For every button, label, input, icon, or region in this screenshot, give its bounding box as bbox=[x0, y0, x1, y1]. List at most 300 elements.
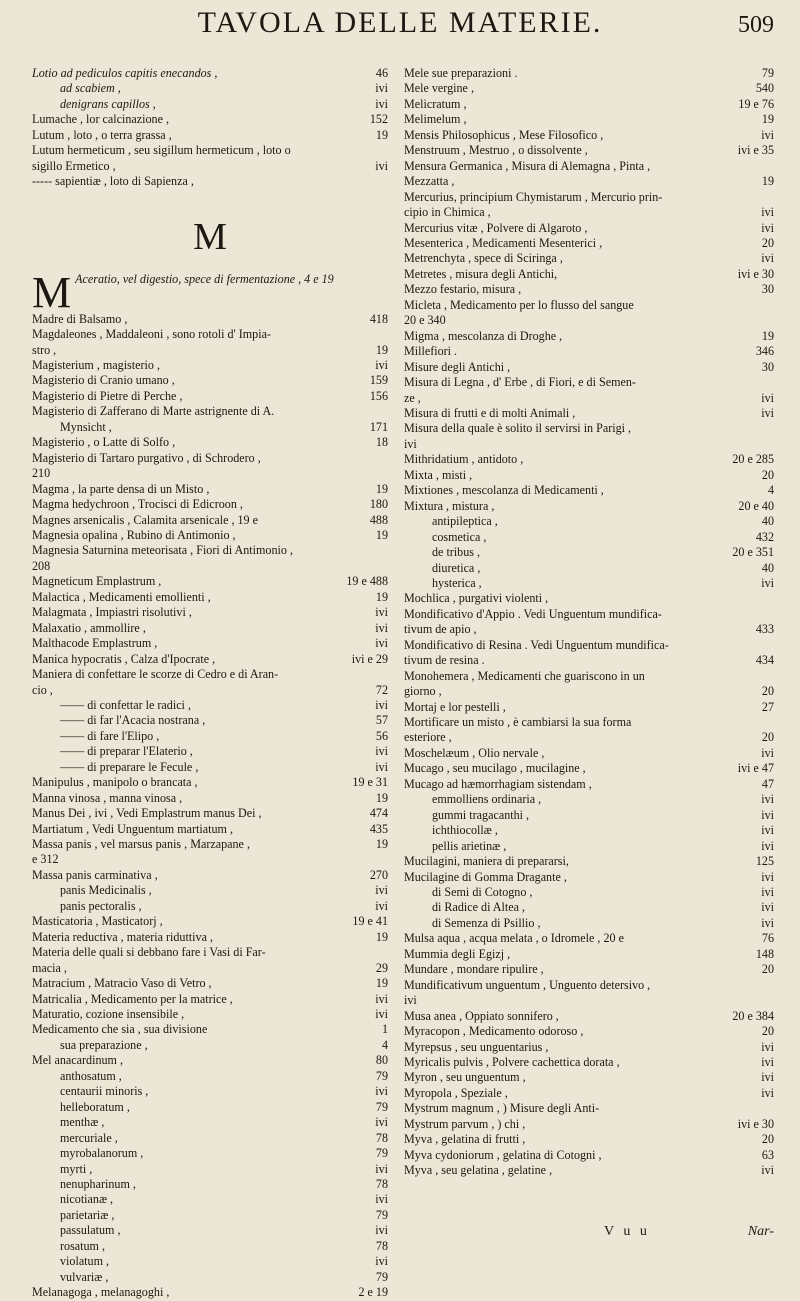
index-entry bbox=[404, 514, 774, 529]
entry-text: ichthiocollæ , bbox=[432, 823, 498, 838]
entry-page-ref: 4 bbox=[767, 483, 774, 498]
entry-page-ref: 19 bbox=[761, 328, 774, 343]
index-entry bbox=[32, 1100, 388, 1115]
entry-page-ref: 27 bbox=[761, 699, 774, 714]
entry-text: Melimelum , bbox=[404, 112, 467, 127]
entry-page-ref: ivi bbox=[761, 792, 774, 807]
index-entry bbox=[32, 698, 388, 713]
entry-text: Martiatum , Vedi Unguentum martiatum , bbox=[32, 821, 233, 836]
entry-page-ref: ivi bbox=[375, 1115, 388, 1130]
index-entry bbox=[404, 900, 774, 915]
entry-text: Mele sue preparazioni . bbox=[404, 66, 518, 80]
entry-page-ref: 19 e 488 bbox=[346, 574, 388, 589]
entry-text: —— di preparar l'Elaterio , bbox=[60, 744, 193, 759]
entry-text: Mixta , misti , bbox=[404, 467, 473, 482]
index-entry bbox=[32, 992, 388, 1007]
entry-text: 210 bbox=[32, 466, 51, 481]
entry-page-ref: 180 bbox=[369, 497, 388, 512]
index-entry bbox=[32, 914, 388, 929]
entry-page-ref: 20 bbox=[761, 730, 774, 745]
entry-text: cio , bbox=[32, 682, 53, 697]
index-entry bbox=[404, 715, 774, 730]
drop-cap-text: Aceratio, vel digestio, spece di fermentazione , 4 e 19 bbox=[75, 271, 334, 286]
entry-page-ref: ivi bbox=[761, 915, 774, 930]
entry-page-ref: ivi e 35 bbox=[737, 143, 774, 158]
index-entry bbox=[32, 1038, 388, 1053]
entry-page-ref: ivi bbox=[375, 620, 388, 635]
entry-page-ref: ivi bbox=[761, 823, 774, 838]
entry-text: —— di confettar le radici , bbox=[60, 697, 191, 712]
entry-text: Misura di Legna , d' Erbe , di Fiori, e di Semen- bbox=[404, 375, 636, 390]
index-entry bbox=[32, 358, 388, 373]
index-entry bbox=[404, 746, 774, 761]
index-entry bbox=[404, 823, 774, 838]
entry-page-ref: ivi bbox=[761, 745, 774, 760]
entry-page-ref: ivi e 47 bbox=[737, 761, 774, 776]
index-entry bbox=[404, 344, 774, 359]
index-entry bbox=[32, 1223, 388, 1238]
index-entry bbox=[32, 621, 388, 636]
entry-text: Mummia degli Egizj , bbox=[404, 946, 511, 961]
entry-text: sua preparazione , bbox=[60, 1037, 148, 1052]
entry-page-ref: 18 bbox=[375, 435, 388, 450]
entry-page-ref: ivi bbox=[761, 838, 774, 853]
entry-page-ref: 20 bbox=[761, 962, 774, 977]
index-entry bbox=[404, 700, 774, 715]
left-top-entries bbox=[32, 66, 388, 190]
left-main-entries bbox=[32, 312, 388, 1301]
entry-page-ref: 78 bbox=[375, 1130, 388, 1145]
index-entry bbox=[32, 143, 388, 158]
entry-text: Mondificativo d'Appio . Vedi Unguentum mundifica- bbox=[404, 606, 662, 621]
index-entry bbox=[404, 298, 774, 313]
entry-page-ref: ivi bbox=[375, 636, 388, 651]
entry-text: Magisterio di Pietre di Perche , bbox=[32, 388, 183, 403]
entry-text: giorno , bbox=[404, 684, 442, 699]
entry-text: Magisterio di Tartaro purgativo , di Schrodero , bbox=[32, 450, 261, 465]
index-entry bbox=[32, 404, 388, 419]
entry-page-ref: ivi bbox=[375, 898, 388, 913]
index-entry bbox=[32, 729, 388, 744]
index-entry bbox=[404, 1070, 774, 1085]
index-entry bbox=[404, 653, 774, 668]
entry-page-ref: 19 bbox=[375, 976, 388, 991]
entry-text: Mucago , seu mucilago , mucilagine , bbox=[404, 761, 586, 776]
entry-text: Mortaj e lor pestelli , bbox=[404, 699, 506, 714]
page-header bbox=[0, 6, 800, 56]
entry-text: stro , bbox=[32, 342, 57, 357]
entry-text: Magma hedychroon , Trocisci di Edicroon , bbox=[32, 497, 243, 512]
entry-text: tivum de resina . bbox=[404, 653, 485, 668]
index-entry bbox=[32, 513, 388, 528]
index-entry bbox=[404, 530, 774, 545]
entry-text: Mensura Germanica , Misura di Alemagna , Pinta , bbox=[404, 158, 651, 173]
entry-text: Malthacode Emplastrum , bbox=[32, 636, 158, 651]
index-entry bbox=[32, 775, 388, 790]
index-entry bbox=[404, 66, 774, 81]
entry-page-ref: 20 bbox=[761, 467, 774, 482]
entry-text: —— di far l'Acacia nostrana , bbox=[60, 713, 206, 728]
index-entry bbox=[404, 1040, 774, 1055]
entry-text: Metrenchyta , spece di Sciringa , bbox=[404, 251, 563, 266]
entry-page-ref: 20 e 40 bbox=[738, 498, 774, 513]
entry-page-ref: ivi bbox=[375, 991, 388, 1006]
entry-text: Masticatoria , Masticatorj , bbox=[32, 914, 163, 929]
entry-text: Melanagoga , melanagoghi , bbox=[32, 1285, 170, 1300]
entry-page-ref: 474 bbox=[369, 806, 388, 821]
index-entry bbox=[32, 791, 388, 806]
entry-page-ref: 29 bbox=[375, 960, 388, 975]
entry-text: centaurii minoris , bbox=[60, 1084, 149, 1099]
entry-page-ref: ivi bbox=[761, 251, 774, 266]
entry-text: esteriore , bbox=[404, 730, 452, 745]
index-entry bbox=[404, 1148, 774, 1163]
entry-page-ref: 20 bbox=[761, 1132, 774, 1147]
index-entry bbox=[32, 389, 388, 404]
index-entry bbox=[404, 112, 774, 127]
entry-page-ref: 432 bbox=[755, 529, 774, 544]
index-entry bbox=[404, 251, 774, 266]
index-entry bbox=[32, 128, 388, 143]
entry-page-ref: ivi bbox=[375, 1007, 388, 1022]
entry-page-ref: 78 bbox=[375, 1177, 388, 1191]
index-entry bbox=[404, 468, 774, 483]
index-entry bbox=[32, 1115, 388, 1130]
entry-page-ref: ivi bbox=[761, 575, 774, 590]
index-entry bbox=[404, 1009, 774, 1024]
entry-text: e 312 bbox=[32, 852, 59, 867]
index-entry bbox=[32, 636, 388, 651]
entry-page-ref: 1 bbox=[381, 1022, 388, 1037]
index-entry bbox=[32, 1131, 388, 1146]
entry-text: ze , bbox=[404, 390, 421, 405]
index-entry bbox=[404, 313, 774, 328]
entry-page-ref: ivi bbox=[761, 1070, 774, 1085]
entry-text: di Radice di Altea , bbox=[432, 900, 526, 915]
entry-page-ref: 19 bbox=[375, 589, 388, 604]
entry-page-ref: 19 bbox=[375, 342, 388, 357]
entry-text: Magisterium , magisterio , bbox=[32, 357, 160, 372]
entry-page-ref: ivi bbox=[375, 605, 388, 620]
entry-text: hysterica , bbox=[432, 575, 482, 590]
entry-text: Menstruum , Mestruo , o dissolvente , bbox=[404, 143, 588, 158]
entry-text: Manipulus , manipolo o brancata , bbox=[32, 775, 198, 790]
entry-page-ref: ivi bbox=[761, 405, 774, 420]
index-entry bbox=[32, 1192, 388, 1207]
entry-page-ref: 346 bbox=[755, 344, 774, 359]
entry-page-ref: 435 bbox=[369, 821, 388, 836]
index-entry bbox=[404, 499, 774, 514]
index-entry bbox=[404, 421, 774, 436]
entry-text: sigillo Ermetico , bbox=[32, 158, 116, 173]
index-entry bbox=[32, 112, 388, 127]
index-entry bbox=[404, 81, 774, 96]
entry-text: menthæ , bbox=[60, 1115, 105, 1130]
entry-page-ref: ivi bbox=[375, 883, 388, 898]
entry-text: helleboratum , bbox=[60, 1099, 130, 1114]
index-entry bbox=[404, 622, 774, 637]
entry-text: Metretes , misura degli Antichi, bbox=[404, 266, 558, 281]
entry-page-ref: 79 bbox=[375, 1207, 388, 1222]
index-entry bbox=[32, 852, 388, 867]
entry-text: Myracopon , Medicamento odoroso , bbox=[404, 1024, 584, 1039]
entry-page-ref: 79 bbox=[375, 1269, 388, 1284]
entry-page-ref: 171 bbox=[369, 419, 388, 434]
entry-text: macia , bbox=[32, 960, 67, 975]
entry-page-ref: 20 e 351 bbox=[732, 545, 774, 560]
entry-text: Mesenterica , Medicamenti Mesenterici , bbox=[404, 235, 603, 250]
entry-text: Mel anacardinum , bbox=[32, 1053, 124, 1068]
index-entry bbox=[32, 1239, 388, 1254]
index-entry bbox=[32, 1053, 388, 1068]
entry-page-ref: 159 bbox=[369, 373, 388, 388]
index-entry bbox=[404, 761, 774, 776]
entry-text: de tribus , bbox=[432, 545, 481, 560]
entry-page-ref: ivi bbox=[761, 1085, 774, 1100]
index-entry bbox=[404, 1132, 774, 1147]
entry-text: myrti , bbox=[60, 1161, 93, 1176]
entry-page-ref: 19 bbox=[761, 112, 774, 127]
entry-page-ref: 19 bbox=[375, 481, 388, 496]
entry-text: Magisterio di Cranio umano , bbox=[32, 373, 175, 388]
entry-page-ref: ivi bbox=[375, 1084, 388, 1099]
index-entry bbox=[32, 1162, 388, 1177]
entry-page-ref: 19 bbox=[761, 174, 774, 189]
index-entry bbox=[32, 667, 388, 682]
index-entry bbox=[404, 1163, 774, 1178]
index-entry bbox=[32, 574, 388, 589]
entry-text: Musa anea , Oppiato sonnifero , bbox=[404, 1008, 559, 1023]
entry-text: Mixtiones , mescolanza di Medicamenti , bbox=[404, 483, 604, 498]
entry-text: Mercurius, principium Chymistarum , Mercurio prin- bbox=[404, 189, 663, 204]
entry-text: Mystrum magnum , ) Misure degli Anti- bbox=[404, 1101, 600, 1116]
entry-page-ref: 540 bbox=[755, 81, 774, 96]
index-entry bbox=[404, 638, 774, 653]
entry-text: Myron , seu unguentum , bbox=[404, 1070, 526, 1085]
index-entry bbox=[32, 744, 388, 759]
entry-text: gummi tragacanthi , bbox=[432, 807, 530, 822]
index-entry bbox=[404, 1055, 774, 1070]
entry-text: 20 e 340 bbox=[404, 313, 446, 328]
entry-text: Manus Dei , ivi , Vedi Emplastrum manus Dei , bbox=[32, 806, 262, 821]
entry-page-ref: ivi e 29 bbox=[351, 651, 388, 666]
entry-text: cipio in Chimica , bbox=[404, 205, 491, 220]
index-entry bbox=[32, 435, 388, 450]
section-letter: M bbox=[193, 215, 227, 258]
entry-text: panis pectoralis , bbox=[60, 898, 142, 913]
index-entry bbox=[32, 497, 388, 512]
index-entry bbox=[404, 870, 774, 885]
entry-page-ref: ivi bbox=[375, 759, 388, 774]
entry-text: Maturatio, cozione insensibile , bbox=[32, 1007, 185, 1022]
entry-text: Misura della quale è solito il servirsi in Parigi , bbox=[404, 421, 632, 436]
entry-text: Micleta , Medicamento per lo flusso del sangue bbox=[404, 297, 634, 312]
entry-text: Mezzo festario, misura , bbox=[404, 282, 522, 297]
index-entry bbox=[404, 1117, 774, 1132]
index-entry bbox=[404, 375, 774, 390]
index-entry bbox=[404, 174, 774, 189]
index-entry bbox=[404, 978, 774, 993]
page-title: TAVOLA DELLE MATERIE. bbox=[197, 6, 603, 39]
index-entry bbox=[404, 854, 774, 869]
entry-page-ref: ivi bbox=[375, 697, 388, 712]
entry-page-ref: 19 bbox=[375, 837, 388, 852]
index-entry bbox=[32, 806, 388, 821]
left-column bbox=[32, 66, 388, 1301]
entry-page-ref: ivi bbox=[375, 1161, 388, 1176]
entry-page-ref: 47 bbox=[761, 776, 774, 791]
entry-text: di Semenza di Psillio , bbox=[432, 915, 541, 930]
entry-text: nicotianæ , bbox=[60, 1192, 114, 1207]
index-entry bbox=[32, 930, 388, 945]
index-entry bbox=[32, 543, 388, 558]
entry-page-ref: 148 bbox=[755, 946, 774, 961]
index-entry bbox=[404, 607, 774, 622]
index-entry bbox=[404, 993, 774, 1008]
entry-text: Mundificativum unguentum , Unguento detersivo , bbox=[404, 977, 651, 992]
entry-text: Myrepsus , seu unguentarius , bbox=[404, 1039, 549, 1054]
entry-text: Melicratum , bbox=[404, 96, 467, 111]
entry-text: Maniera di confettare le scorze di Cedro e di Aran- bbox=[32, 667, 279, 682]
signature-mark: V u u bbox=[604, 1224, 650, 1239]
entry-page-ref: 19 e 31 bbox=[352, 775, 388, 790]
entry-page-ref: 433 bbox=[755, 622, 774, 637]
entry-text: panis Medicinalis , bbox=[60, 883, 152, 898]
entry-page-ref: 20 bbox=[761, 684, 774, 699]
index-entry bbox=[32, 373, 388, 388]
index-entry bbox=[404, 684, 774, 699]
index-entry bbox=[32, 1146, 388, 1161]
entry-text: Matricalia , Medicamento per la matrice , bbox=[32, 991, 233, 1006]
entry-text: Moschelæum , Olio nervale , bbox=[404, 745, 545, 760]
index-entry bbox=[404, 545, 774, 560]
entry-page-ref: ivi bbox=[761, 1163, 774, 1178]
index-entry bbox=[32, 652, 388, 667]
entry-text: Mucilagini, maniera di prepararsi, bbox=[404, 854, 569, 869]
index-entry bbox=[404, 267, 774, 282]
entry-page-ref: 40 bbox=[761, 514, 774, 529]
entry-page-ref: ivi bbox=[375, 81, 388, 96]
entry-page-ref: ivi bbox=[375, 1254, 388, 1269]
entry-text: Magneticum Emplastrum , bbox=[32, 574, 162, 589]
entry-page-ref: 79 bbox=[375, 1146, 388, 1161]
entry-page-ref: ivi bbox=[761, 869, 774, 884]
entry-text: Myropola , Speziale , bbox=[404, 1085, 508, 1100]
index-entry bbox=[32, 159, 388, 174]
index-entry bbox=[32, 961, 388, 976]
index-entry bbox=[404, 808, 774, 823]
entry-page-ref: ivi bbox=[375, 158, 388, 173]
index-entry bbox=[32, 1084, 388, 1099]
entry-page-ref: ivi e 30 bbox=[737, 1116, 774, 1131]
entry-text: Lutum hermeticum , seu sigillum hermeticum , loto o bbox=[32, 143, 291, 158]
entry-page-ref: 79 bbox=[761, 66, 774, 80]
entry-text: Malagmata , Impiastri risolutivi , bbox=[32, 605, 192, 620]
index-entry bbox=[32, 945, 388, 960]
entry-page-ref: 19 bbox=[375, 527, 388, 542]
index-entry bbox=[32, 713, 388, 728]
entry-page-ref: 488 bbox=[369, 512, 388, 527]
entry-text: Mithridatium , antidoto , bbox=[404, 452, 524, 467]
entry-text: Mele vergine , bbox=[404, 81, 474, 96]
entry-page-ref: 30 bbox=[761, 359, 774, 374]
index-entry bbox=[32, 899, 388, 914]
entry-text: emmolliens ordinaria , bbox=[432, 792, 542, 807]
index-entry bbox=[404, 97, 774, 112]
index-entry bbox=[32, 420, 388, 435]
entry-text: nenupharinum , bbox=[60, 1177, 136, 1191]
entry-page-ref: 30 bbox=[761, 282, 774, 297]
index-entry bbox=[404, 159, 774, 174]
entry-page-ref: 72 bbox=[375, 682, 388, 697]
index-entry bbox=[404, 483, 774, 498]
entry-text: rosatum , bbox=[60, 1238, 106, 1253]
index-entry bbox=[404, 885, 774, 900]
index-entry bbox=[404, 391, 774, 406]
index-entry bbox=[404, 406, 774, 421]
entry-page-ref: 19 e 41 bbox=[352, 914, 388, 929]
entry-text: Mezzatta , bbox=[404, 174, 455, 189]
entry-page-ref: ivi bbox=[375, 1192, 388, 1207]
entry-text: antipileptica , bbox=[432, 514, 498, 529]
entry-page-ref: ivi bbox=[761, 390, 774, 405]
entry-page-ref: ivi bbox=[761, 1039, 774, 1054]
index-entry bbox=[32, 174, 388, 189]
entry-text: Malactica , Medicamenti emollienti , bbox=[32, 589, 211, 604]
index-entry bbox=[404, 190, 774, 205]
entry-page-ref: 125 bbox=[755, 854, 774, 869]
entry-page-ref: ivi bbox=[761, 885, 774, 900]
entry-page-ref: ivi bbox=[761, 127, 774, 142]
entry-page-ref: 20 bbox=[761, 1024, 774, 1039]
entry-page-ref: 156 bbox=[369, 388, 388, 403]
right-column bbox=[404, 66, 774, 1179]
index-entry bbox=[404, 1086, 774, 1101]
entry-page-ref: ivi bbox=[375, 96, 388, 111]
entry-text: Magdaleones , Maddaleoni , sono rotoli d' Impia- bbox=[32, 327, 271, 342]
entry-page-ref: 19 e 76 bbox=[738, 96, 774, 111]
entry-page-ref: ivi bbox=[375, 1223, 388, 1238]
index-entry bbox=[32, 1022, 388, 1037]
index-entry bbox=[32, 1177, 388, 1192]
index-entry bbox=[404, 1024, 774, 1039]
entry-text: Monohemera , Medicamenti che guariscono in un bbox=[404, 668, 645, 683]
entry-text: Myva , seu gelatina , gelatine , bbox=[404, 1163, 553, 1178]
index-entry bbox=[404, 669, 774, 684]
index-entry bbox=[404, 576, 774, 591]
index-entry bbox=[32, 868, 388, 883]
entry-text: Lumache , lor calcinazione , bbox=[32, 112, 169, 127]
entry-page-ref: 57 bbox=[375, 713, 388, 728]
entry-text: Mensis Philosophicus , Mese Filosofico , bbox=[404, 127, 604, 142]
entry-text: Manica hypocratis , Calza d'Ipocrate , bbox=[32, 651, 216, 666]
entry-text: pellis arietinæ , bbox=[432, 838, 507, 853]
index-entry bbox=[32, 1285, 388, 1300]
entry-page-ref: 20 e 384 bbox=[732, 1008, 774, 1023]
entry-text: passulatum , bbox=[60, 1223, 121, 1238]
entry-text: Mynsicht , bbox=[60, 419, 112, 434]
index-entry bbox=[32, 976, 388, 991]
drop-cap-entry bbox=[32, 267, 388, 317]
entry-text: myrobalanorum , bbox=[60, 1146, 144, 1161]
index-entry bbox=[32, 451, 388, 466]
entry-text: vulvariæ , bbox=[60, 1269, 109, 1284]
index-entry bbox=[32, 559, 388, 574]
index-entry bbox=[32, 760, 388, 775]
entry-text: parietariæ , bbox=[60, 1207, 115, 1222]
entry-text: Myva , gelatina di frutti , bbox=[404, 1132, 526, 1147]
entry-text: Materia delle quali si debbano fare i Vasi di Far- bbox=[32, 945, 266, 960]
